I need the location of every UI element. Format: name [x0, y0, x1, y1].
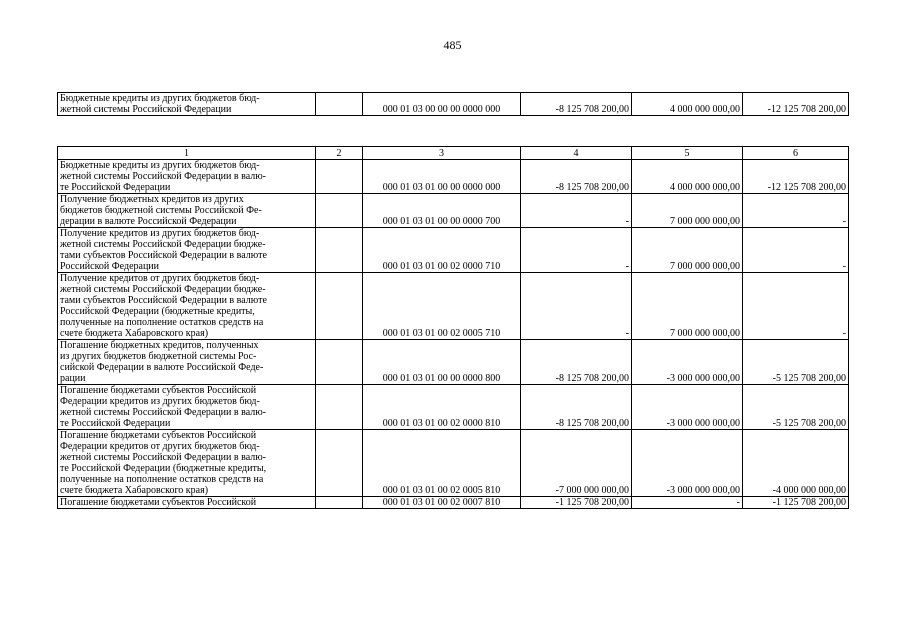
amount-cell-5: -3 000 000 000,00	[632, 385, 743, 430]
amount-cell-4: -8 125 708 200,00	[521, 340, 632, 385]
blank-cell	[316, 340, 363, 385]
header-cell-4: 4	[521, 147, 632, 160]
table-row	[58, 160, 849, 194]
amount-cell-6: -1 125 708 200,00	[743, 497, 849, 509]
amount-cell-6: -5 125 708 200,00	[743, 385, 849, 430]
amount-cell-4: -	[521, 194, 632, 228]
table-row	[58, 194, 849, 228]
header-cell-2: 2	[316, 147, 363, 160]
description-cell: Погашение бюджетами субъектов Российской Федерации кредитов от других бюджетов бюд- жетной системы Российской Федерации в валю- те Российской Федерации (бюджетные кредиты, полученные на пополнение остатков средств на счете бюджета Хабаровского края)	[58, 430, 316, 497]
table-row	[58, 385, 849, 430]
blank-cell	[316, 273, 363, 340]
code-cell: 000 01 03 01 00 00 0000 800	[363, 340, 521, 385]
page-number: 485	[443, 38, 462, 52]
table-row	[58, 228, 849, 273]
table-row	[58, 273, 849, 340]
amount-cell-5: -	[632, 497, 743, 509]
description-cell: Погашение бюджетами субъектов Российской Федерации кредитов из других бюджетов бюд- жетной системы Российской Федерации в валю- те Российской Федерации	[58, 385, 316, 430]
header-cell-1: 1	[58, 147, 316, 160]
amount-cell-6: -12 125 708 200,00	[743, 93, 849, 116]
description-cell: Получение бюджетных кредитов из других бюджетов бюджетной системы Российской Фе- дерации в валюте Российской Федерации	[58, 194, 316, 228]
amount-cell-5: 4 000 000 000,00	[632, 160, 743, 194]
description-cell: Погашение бюджетных кредитов, полученных из других бюджетов бюджетной системы Рос- сийской Федерации в валюте Российской Феде- рации	[58, 340, 316, 385]
amount-cell-5: 7 000 000 000,00	[632, 228, 743, 273]
table-row	[58, 93, 849, 116]
code-cell: 000 01 03 01 00 02 0000 710	[363, 228, 521, 273]
amount-cell-4: -7 000 000 000,00	[521, 430, 632, 497]
top-table	[57, 92, 849, 116]
amount-cell-6: -	[743, 273, 849, 340]
amount-cell-4: -	[521, 228, 632, 273]
amount-cell-5: 7 000 000 000,00	[632, 194, 743, 228]
table-row	[58, 430, 849, 497]
amount-cell-4: -8 125 708 200,00	[521, 93, 632, 116]
description-cell: Погашение бюджетами субъектов Российской	[58, 497, 316, 509]
amount-cell-6: -	[743, 194, 849, 228]
header-cell-5: 5	[632, 147, 743, 160]
header-row	[58, 147, 849, 160]
amount-cell-6: -	[743, 228, 849, 273]
blank-cell	[316, 385, 363, 430]
main-table	[57, 146, 849, 509]
description-cell: Бюджетные кредиты из других бюджетов бюд- жетной системы Российской Федерации	[58, 93, 316, 116]
header-cell-6: 6	[743, 147, 849, 160]
amount-cell-5: -3 000 000 000,00	[632, 430, 743, 497]
amount-cell-6: -5 125 708 200,00	[743, 340, 849, 385]
table-row	[58, 497, 849, 509]
description-cell: Бюджетные кредиты из других бюджетов бюд- жетной системы Российской Федерации в валю- те Российской Федерации	[58, 160, 316, 194]
amount-cell-4: -1 125 708 200,00	[521, 497, 632, 509]
table-row	[58, 340, 849, 385]
amount-cell-6: -4 000 000 000,00	[743, 430, 849, 497]
blank-cell	[316, 430, 363, 497]
code-cell: 000 01 03 01 00 02 0005 710	[363, 273, 521, 340]
blank-cell	[316, 228, 363, 273]
code-cell: 000 01 03 00 00 00 0000 000	[363, 93, 521, 116]
blank-cell	[316, 93, 363, 116]
description-cell: Получение кредитов от других бюджетов бюд- жетной системы Российской Федерации бюдже- тами субъектов Российской Федерации в валюте Российской Федерации (бюджетные кредиты, полученные на пополнение остатков средств на счете бюджета Хабаровского края)	[58, 273, 316, 340]
code-cell: 000 01 03 01 00 00 0000 700	[363, 194, 521, 228]
blank-cell	[316, 497, 363, 509]
code-cell: 000 01 03 01 00 00 0000 000	[363, 160, 521, 194]
blank-cell	[316, 160, 363, 194]
amount-cell-4: -8 125 708 200,00	[521, 385, 632, 430]
code-cell: 000 01 03 01 00 02 0007 810	[363, 497, 521, 509]
code-cell: 000 01 03 01 00 02 0005 810	[363, 430, 521, 497]
amount-cell-6: -12 125 708 200,00	[743, 160, 849, 194]
description-cell: Получение кредитов из других бюджетов бюд- жетной системы Российской Федерации бюдже- тами субъектов Российской Федерации в валюте Российской Федерации	[58, 228, 316, 273]
blank-cell	[316, 194, 363, 228]
amount-cell-4: -	[521, 273, 632, 340]
amount-cell-5: -3 000 000 000,00	[632, 340, 743, 385]
amount-cell-5: 7 000 000 000,00	[632, 273, 743, 340]
header-cell-3: 3	[363, 147, 521, 160]
code-cell: 000 01 03 01 00 02 0000 810	[363, 385, 521, 430]
amount-cell-4: -8 125 708 200,00	[521, 160, 632, 194]
amount-cell-5: 4 000 000 000,00	[632, 93, 743, 116]
